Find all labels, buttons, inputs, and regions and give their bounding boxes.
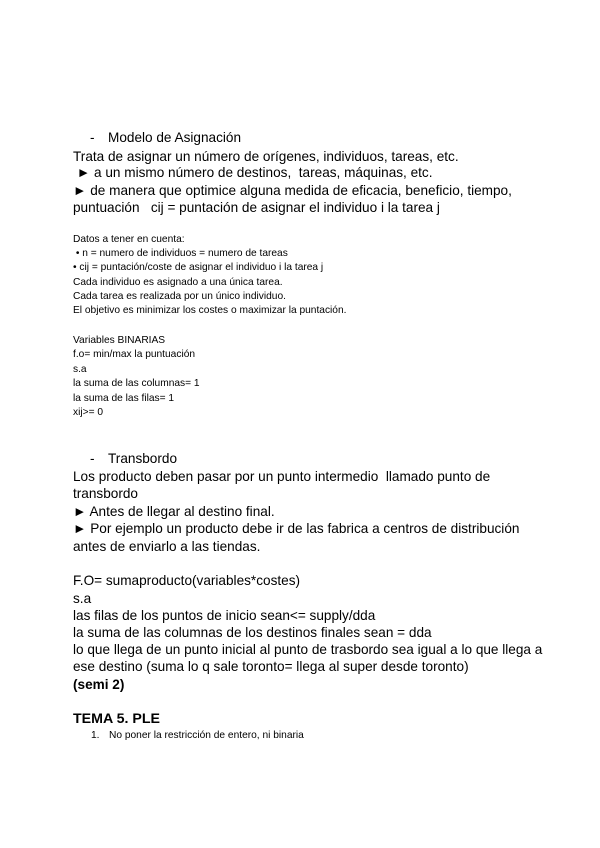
variables-line-6: xij>= 0 <box>73 407 104 418</box>
notes-line-4: Cada individuo es asignado a una única tarea. <box>73 277 283 288</box>
list-number: 1. <box>91 730 100 741</box>
heading-dash: - <box>90 451 95 466</box>
asignacion-line-1: Trata de asignar un número de orígenes, individuos, tareas, etc. <box>73 149 459 164</box>
formula-line-6: ese destino (suma lo q sale toronto= llega al super desde toronto) <box>73 659 469 674</box>
asignacion-line-2: ► a un mismo número de destinos, tareas, máquinas, etc. <box>73 165 433 180</box>
formula-line-1: F.O= sumaproducto(variables*costes) <box>73 573 301 588</box>
transbordo-line-2: transbordo <box>73 486 138 501</box>
heading-dash: - <box>90 130 95 145</box>
heading-text: Transbordo <box>108 451 178 466</box>
variables-line-1: Variables BINARIAS <box>73 335 166 346</box>
variables-line-5: la suma de las filas= 1 <box>73 393 175 404</box>
transbordo-line-5: antes de enviarlo a las tiendas. <box>73 539 261 554</box>
list-text: No poner la restricción de entero, ni binaria <box>109 730 304 741</box>
semi-reference: (semi 2) <box>73 677 125 692</box>
variables-line-2: f.o= min/max la puntuación <box>73 349 196 360</box>
heading-transbordo <box>90 452 177 466</box>
notes-line-3: • cij = puntación/coste de asignar el individuo i la tarea j <box>73 262 324 273</box>
formula-line-4: la suma de las columnas de los destinos finales sean = dda <box>73 625 432 640</box>
variables-line-3: s.a <box>73 364 87 375</box>
transbordo-line-1: Los producto deben pasar por un punto intermedio llamado punto de <box>73 469 491 484</box>
tema5-title: TEMA 5. PLE <box>73 711 160 727</box>
heading-text: Modelo de Asignación <box>108 130 242 145</box>
transbordo-line-3: ► Antes de llegar al destino final. <box>73 504 275 519</box>
formula-line-2: s.a <box>73 591 92 606</box>
asignacion-line-3: ► de manera que optimice alguna medida de eficacia, beneficio, tiempo, <box>73 183 512 198</box>
notes-line-5: Cada tarea es realizada por un único individuo. <box>73 291 286 302</box>
variables-line-4: la suma de las columnas= 1 <box>73 378 200 389</box>
heading-modelo-asignacion <box>90 131 241 145</box>
notes-line-2: • n = numero de individuos = numero de tareas <box>73 248 288 259</box>
formula-line-5: lo que llega de un punto inicial al punto de trasbordo sea igual a lo que llega a <box>73 642 543 657</box>
notes-line-6: El objetivo es minimizar los costes o maximizar la puntación. <box>73 305 347 316</box>
formula-line-3: las filas de los puntos de inicio sean<= supply/dda <box>73 608 376 623</box>
tema5-list-item <box>91 731 304 741</box>
transbordo-line-4: ► Por ejemplo un producto debe ir de las fabrica a centros de distribución <box>73 521 520 536</box>
notes-line-1: Datos a tener en cuenta: <box>73 234 185 245</box>
asignacion-line-4: puntuación cij = puntación de asignar el individuo i la tarea j <box>73 200 440 215</box>
